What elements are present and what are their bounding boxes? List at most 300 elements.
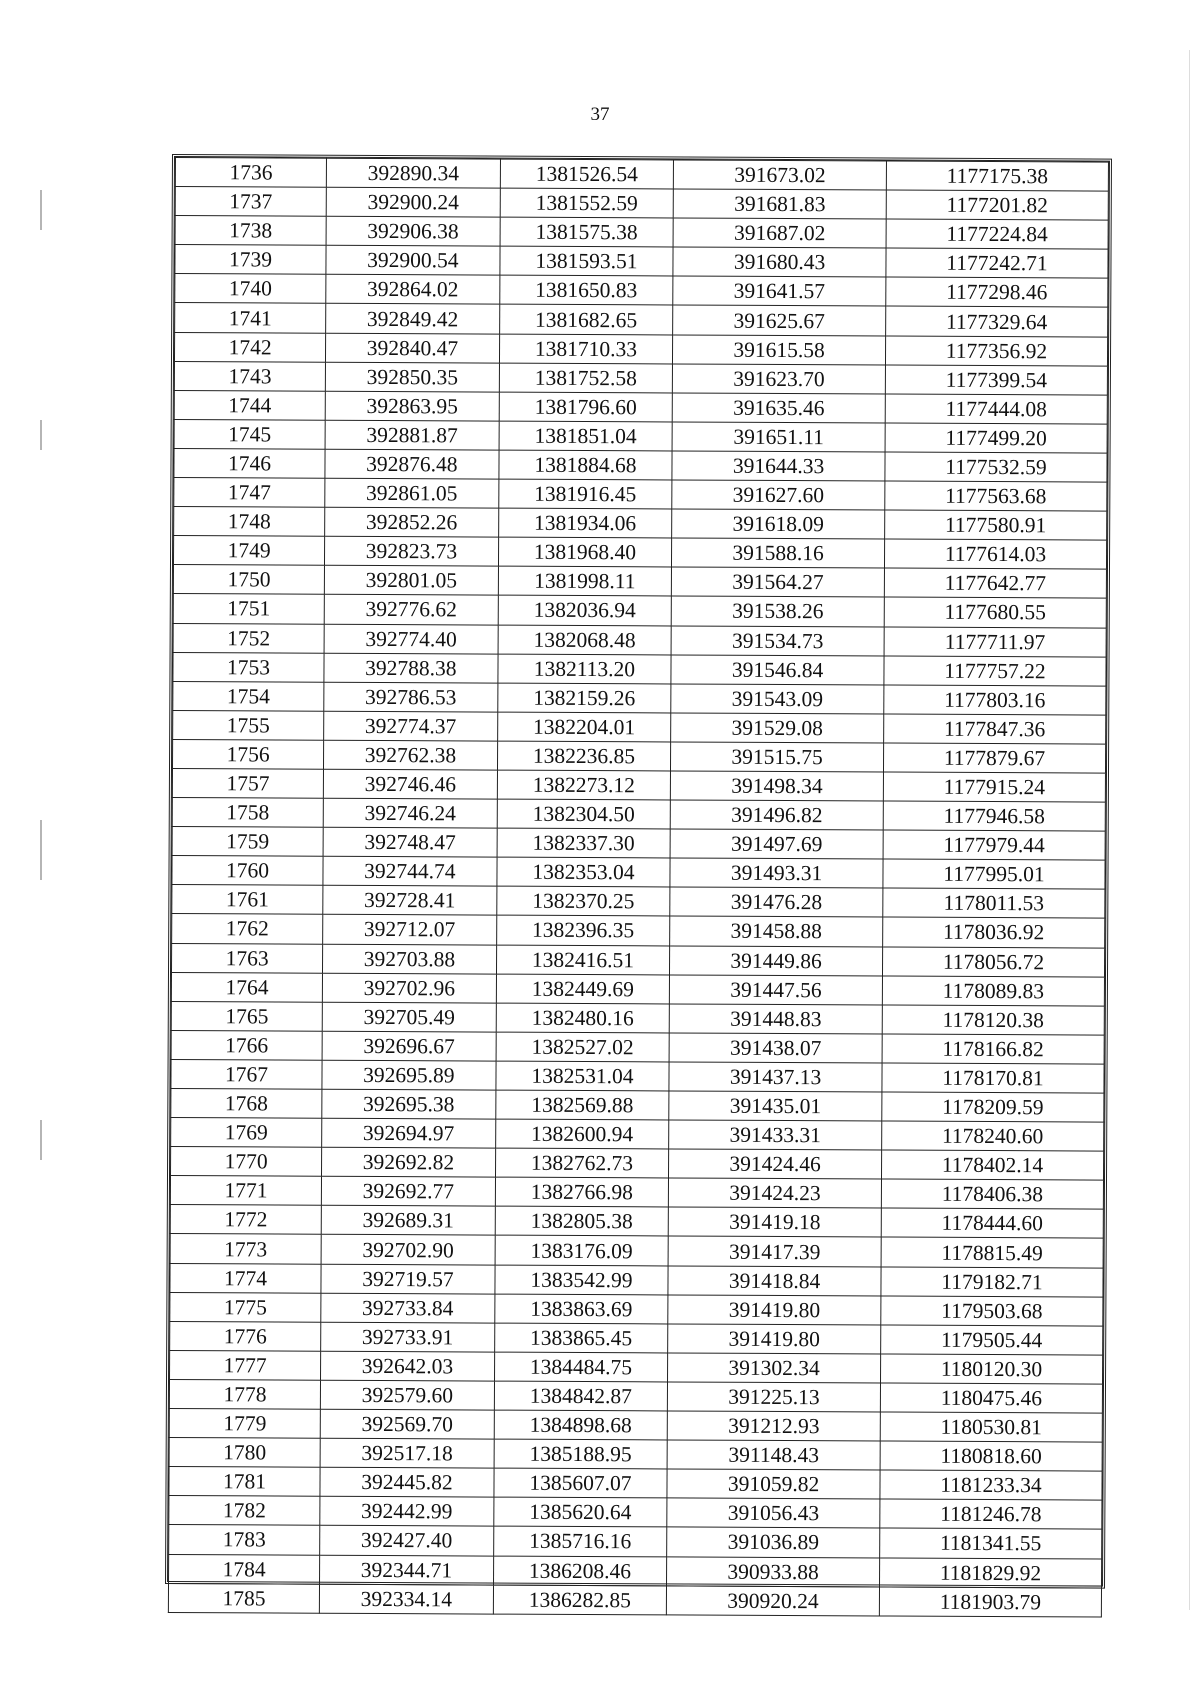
point-number-cell: 1748 xyxy=(174,507,325,537)
coord-y1-cell: 1381682.65 xyxy=(499,305,673,335)
coord-x2-cell: 391651.11 xyxy=(672,422,885,452)
table-row xyxy=(175,245,1108,279)
table-row xyxy=(173,681,1106,715)
point-number-cell: 1747 xyxy=(174,478,325,508)
point-number-cell: 1753 xyxy=(173,652,324,682)
coord-y1-cell: 1382159.26 xyxy=(497,683,671,713)
coord-y1-cell: 1382337.30 xyxy=(497,828,671,858)
coord-y1-cell: 1384842.87 xyxy=(494,1381,668,1411)
point-number-cell: 1775 xyxy=(170,1292,321,1322)
coord-y2-cell: 1178089.83 xyxy=(882,976,1104,1006)
coord-y2-cell: 1181829.92 xyxy=(879,1557,1101,1587)
coord-x1-cell: 392695.38 xyxy=(322,1089,496,1119)
coord-x2-cell: 391625.67 xyxy=(673,305,886,335)
coord-y2-cell: 1180818.60 xyxy=(880,1441,1102,1471)
table-row xyxy=(173,652,1106,686)
point-number-cell: 1769 xyxy=(171,1118,322,1148)
table-row xyxy=(172,768,1105,802)
table-row xyxy=(171,1001,1104,1035)
coord-x1-cell: 392692.77 xyxy=(322,1177,496,1207)
table-row xyxy=(171,1059,1104,1093)
coord-y1-cell: 1386282.85 xyxy=(493,1585,667,1615)
point-number-cell: 1770 xyxy=(171,1147,322,1177)
table-row xyxy=(173,710,1106,744)
coord-x2-cell: 391212.93 xyxy=(667,1411,880,1441)
coord-x1-cell: 392801.05 xyxy=(324,566,498,596)
table-row xyxy=(169,1525,1102,1559)
point-number-cell: 1738 xyxy=(175,216,326,246)
coord-x1-cell: 392702.90 xyxy=(321,1235,495,1265)
coord-y2-cell: 1177580.91 xyxy=(885,510,1107,540)
coord-y2-cell: 1178036.92 xyxy=(883,917,1105,947)
coord-x2-cell: 390920.24 xyxy=(667,1586,880,1616)
table-row xyxy=(169,1409,1102,1443)
coord-y2-cell: 1177399.54 xyxy=(885,365,1107,395)
coord-x2-cell: 391673.02 xyxy=(674,160,887,190)
coord-x1-cell: 392850.35 xyxy=(325,362,499,392)
table-row xyxy=(174,361,1107,395)
coord-y2-cell: 1178209.59 xyxy=(882,1092,1104,1122)
coord-x1-cell: 392776.62 xyxy=(324,595,498,625)
table-row xyxy=(173,594,1106,628)
table-row xyxy=(172,798,1105,832)
coord-y2-cell: 1178056.72 xyxy=(882,947,1104,977)
coord-y1-cell: 1383176.09 xyxy=(495,1236,669,1266)
coord-x2-cell: 391618.09 xyxy=(672,509,885,539)
coord-y1-cell: 1383863.69 xyxy=(494,1294,668,1324)
point-number-cell: 1781 xyxy=(169,1467,320,1497)
coord-x1-cell: 392703.88 xyxy=(323,944,497,974)
coord-y1-cell: 1382600.94 xyxy=(495,1119,669,1149)
point-number-cell: 1741 xyxy=(175,303,326,333)
coord-x1-cell: 392733.84 xyxy=(321,1293,495,1323)
table-row xyxy=(170,1292,1103,1326)
coord-x1-cell: 392694.97 xyxy=(322,1118,496,1148)
table-row xyxy=(175,274,1108,308)
coord-y2-cell: 1180475.46 xyxy=(880,1383,1102,1413)
table-row xyxy=(170,1234,1103,1268)
coord-x1-cell: 392719.57 xyxy=(321,1264,495,1294)
coord-x1-cell: 392334.14 xyxy=(320,1584,494,1614)
point-number-cell: 1756 xyxy=(172,739,323,769)
point-number-cell: 1749 xyxy=(173,536,324,566)
coord-y2-cell: 1180530.81 xyxy=(880,1412,1102,1442)
coord-x2-cell: 391449.86 xyxy=(670,945,883,975)
coord-x1-cell: 392702.96 xyxy=(322,973,496,1003)
coord-y2-cell: 1179505.44 xyxy=(881,1325,1103,1355)
coord-y1-cell: 1381998.11 xyxy=(498,566,672,596)
coord-x1-cell: 392863.95 xyxy=(325,391,499,421)
coord-x2-cell: 390933.88 xyxy=(667,1556,880,1586)
coord-y2-cell: 1178402.14 xyxy=(881,1150,1103,1180)
coord-y2-cell: 1177201.82 xyxy=(886,190,1108,220)
point-number-cell: 1754 xyxy=(173,681,324,711)
table-row xyxy=(171,1147,1104,1181)
table-row xyxy=(170,1176,1103,1210)
coord-y2-cell: 1177995.01 xyxy=(883,859,1105,889)
coord-y1-cell: 1382805.38 xyxy=(495,1206,669,1236)
table-row xyxy=(171,1118,1104,1152)
coord-x2-cell: 391538.26 xyxy=(671,596,884,626)
coord-x2-cell: 391615.58 xyxy=(673,335,886,365)
scan-edge-mark xyxy=(40,420,42,450)
coord-x2-cell: 391419.80 xyxy=(668,1324,881,1354)
coord-y1-cell: 1385716.16 xyxy=(493,1526,667,1556)
coord-y1-cell: 1382416.51 xyxy=(496,945,670,975)
point-number-cell: 1758 xyxy=(172,798,323,828)
point-number-cell: 1780 xyxy=(169,1438,320,1468)
table-row xyxy=(174,507,1107,541)
coord-x1-cell: 392579.60 xyxy=(321,1380,495,1410)
point-number-cell: 1783 xyxy=(169,1525,320,1555)
coord-x2-cell: 391419.18 xyxy=(668,1207,881,1237)
coord-y1-cell: 1381752.58 xyxy=(499,363,673,393)
coord-x2-cell: 391225.13 xyxy=(668,1382,881,1412)
table-row xyxy=(169,1379,1102,1413)
table-row xyxy=(174,390,1107,424)
page-number: 37 xyxy=(590,104,610,125)
coord-y1-cell: 1382762.73 xyxy=(495,1148,669,1178)
coord-x1-cell: 392746.24 xyxy=(323,798,497,828)
point-number-cell: 1759 xyxy=(172,827,323,857)
table-row xyxy=(175,216,1108,250)
coord-y2-cell: 1178166.82 xyxy=(882,1034,1104,1064)
coord-x2-cell: 391418.84 xyxy=(668,1266,881,1296)
coord-y1-cell: 1383865.45 xyxy=(494,1323,668,1353)
coord-x2-cell: 391448.83 xyxy=(669,1004,882,1034)
table-row xyxy=(173,536,1106,570)
coord-x1-cell: 392744.74 xyxy=(323,856,497,886)
coordinate-table-body xyxy=(168,158,1108,1617)
coord-x1-cell: 392728.41 xyxy=(323,886,497,916)
coord-x2-cell: 391424.46 xyxy=(669,1149,882,1179)
coord-y1-cell: 1382370.25 xyxy=(496,886,670,916)
coord-y1-cell: 1382766.98 xyxy=(495,1177,669,1207)
coord-x2-cell: 391635.46 xyxy=(672,393,885,423)
coord-x1-cell: 392712.07 xyxy=(323,915,497,945)
coord-x1-cell: 392705.49 xyxy=(322,1002,496,1032)
coord-x1-cell: 392748.47 xyxy=(323,827,497,857)
coord-x1-cell: 392852.26 xyxy=(325,507,499,537)
table-row xyxy=(168,1583,1101,1617)
point-number-cell: 1751 xyxy=(173,594,324,624)
coord-x2-cell: 391564.27 xyxy=(672,567,885,597)
coord-x2-cell: 391623.70 xyxy=(673,364,886,394)
coord-x1-cell: 392786.53 xyxy=(324,682,498,712)
coord-x2-cell: 391627.60 xyxy=(672,480,885,510)
coord-y1-cell: 1382531.04 xyxy=(496,1061,670,1091)
coord-x1-cell: 392861.05 xyxy=(325,478,499,508)
coord-y2-cell: 1177946.58 xyxy=(883,801,1105,831)
coordinate-table xyxy=(168,157,1109,1617)
coord-y1-cell: 1382396.35 xyxy=(496,916,670,946)
coord-x1-cell: 392344.71 xyxy=(320,1555,494,1585)
coord-y1-cell: 1382569.88 xyxy=(495,1090,669,1120)
point-number-cell: 1739 xyxy=(175,245,326,275)
coord-y2-cell: 1181246.78 xyxy=(880,1499,1102,1529)
coord-x2-cell: 391497.69 xyxy=(670,829,883,859)
coord-y2-cell: 1178815.49 xyxy=(881,1237,1103,1267)
coord-y2-cell: 1177563.68 xyxy=(885,481,1107,511)
table-row xyxy=(171,1089,1104,1123)
coord-x1-cell: 392569.70 xyxy=(320,1409,494,1439)
coord-y1-cell: 1381593.51 xyxy=(500,246,674,276)
point-number-cell: 1766 xyxy=(171,1030,322,1060)
coord-x2-cell: 391148.43 xyxy=(667,1440,880,1470)
table-row xyxy=(175,187,1108,221)
scan-edge-mark xyxy=(40,820,42,880)
coord-x1-cell: 392876.48 xyxy=(325,449,499,479)
coord-x1-cell: 392774.37 xyxy=(324,711,498,741)
table-row xyxy=(173,623,1106,657)
point-number-cell: 1737 xyxy=(175,187,326,217)
coord-x2-cell: 391476.28 xyxy=(670,887,883,917)
coord-y1-cell: 1385188.95 xyxy=(494,1439,668,1469)
coord-y2-cell: 1179182.71 xyxy=(881,1267,1103,1297)
coord-x1-cell: 392746.46 xyxy=(323,769,497,799)
coord-x1-cell: 392517.18 xyxy=(320,1438,494,1468)
coord-y2-cell: 1177532.59 xyxy=(885,452,1107,482)
coord-x2-cell: 391302.34 xyxy=(668,1353,881,1383)
coord-y1-cell: 1382449.69 xyxy=(496,974,670,1004)
point-number-cell: 1752 xyxy=(173,623,324,653)
coord-x1-cell: 392774.40 xyxy=(324,624,498,654)
coord-x2-cell: 391059.82 xyxy=(667,1469,880,1499)
coord-y2-cell: 1181903.79 xyxy=(879,1587,1101,1617)
coord-x2-cell: 391498.34 xyxy=(671,771,884,801)
coord-x1-cell: 392445.82 xyxy=(320,1467,494,1497)
point-number-cell: 1785 xyxy=(168,1583,319,1613)
point-number-cell: 1755 xyxy=(173,710,324,740)
coord-y1-cell: 1385620.64 xyxy=(493,1497,667,1527)
coord-y1-cell: 1382113.20 xyxy=(498,654,672,684)
table-row xyxy=(169,1438,1102,1472)
point-number-cell: 1782 xyxy=(169,1496,320,1526)
point-number-cell: 1745 xyxy=(174,419,325,449)
coord-x2-cell: 391056.43 xyxy=(667,1498,880,1528)
coord-y1-cell: 1384484.75 xyxy=(494,1352,668,1382)
coord-y1-cell: 1382236.85 xyxy=(497,741,671,771)
coord-y2-cell: 1177757.22 xyxy=(884,656,1106,686)
scan-edge-mark xyxy=(40,1120,42,1160)
point-number-cell: 1768 xyxy=(171,1089,322,1119)
coord-x1-cell: 392689.31 xyxy=(321,1206,495,1236)
table-row xyxy=(169,1554,1102,1588)
point-number-cell: 1778 xyxy=(169,1379,320,1409)
coord-y1-cell: 1381575.38 xyxy=(500,217,674,247)
coord-y1-cell: 1381884.68 xyxy=(499,450,673,480)
table-row xyxy=(174,332,1107,366)
point-number-cell: 1772 xyxy=(170,1205,321,1235)
coord-y2-cell: 1177175.38 xyxy=(886,161,1108,191)
coord-x2-cell: 391546.84 xyxy=(671,655,884,685)
table-row xyxy=(174,448,1107,482)
coord-x2-cell: 391424.23 xyxy=(669,1178,882,1208)
coord-y2-cell: 1177803.16 xyxy=(884,685,1106,715)
coord-x2-cell: 391435.01 xyxy=(669,1091,882,1121)
table-row xyxy=(171,972,1104,1006)
coord-x2-cell: 391644.33 xyxy=(672,451,885,481)
table-row xyxy=(169,1496,1102,1530)
point-number-cell: 1773 xyxy=(170,1234,321,1264)
coord-y2-cell: 1177329.64 xyxy=(886,306,1108,336)
table-row xyxy=(172,827,1105,861)
coord-x2-cell: 391588.16 xyxy=(672,538,885,568)
coord-x2-cell: 391433.31 xyxy=(669,1120,882,1150)
coord-y1-cell: 1381710.33 xyxy=(499,334,673,364)
coord-x2-cell: 391529.08 xyxy=(671,713,884,743)
coord-y1-cell: 1384898.68 xyxy=(494,1410,668,1440)
coord-x2-cell: 391437.13 xyxy=(669,1062,882,1092)
table-row xyxy=(171,1030,1104,1064)
coord-y1-cell: 1382068.48 xyxy=(498,625,672,655)
point-number-cell: 1736 xyxy=(175,158,326,188)
coord-y2-cell: 1177499.20 xyxy=(885,423,1107,453)
coord-y2-cell: 1178444.60 xyxy=(881,1208,1103,1238)
table-row xyxy=(173,565,1106,599)
coord-x2-cell: 391419.80 xyxy=(668,1295,881,1325)
table-row xyxy=(170,1205,1103,1239)
coord-x1-cell: 392900.54 xyxy=(326,246,500,276)
coord-x1-cell: 392864.02 xyxy=(326,275,500,305)
coord-x1-cell: 392762.38 xyxy=(324,740,498,770)
coord-y1-cell: 1383542.99 xyxy=(495,1265,669,1295)
coord-y2-cell: 1177614.03 xyxy=(884,539,1106,569)
table-row xyxy=(170,1350,1103,1384)
coord-y2-cell: 1177642.77 xyxy=(884,568,1106,598)
coord-x1-cell: 392692.82 xyxy=(322,1147,496,1177)
point-number-cell: 1762 xyxy=(172,914,323,944)
coord-y1-cell: 1381968.40 xyxy=(498,537,672,567)
coord-y2-cell: 1178120.38 xyxy=(882,1005,1104,1035)
table-row xyxy=(169,1467,1102,1501)
point-number-cell: 1742 xyxy=(174,332,325,362)
point-number-cell: 1757 xyxy=(172,768,323,798)
coord-y1-cell: 1382304.50 xyxy=(497,799,671,829)
scan-edge-mark xyxy=(40,190,42,230)
coord-x1-cell: 392840.47 xyxy=(326,333,500,363)
coord-x2-cell: 391438.07 xyxy=(669,1033,882,1063)
point-number-cell: 1779 xyxy=(169,1409,320,1439)
coord-y1-cell: 1382353.04 xyxy=(497,857,671,887)
coord-y1-cell: 1382273.12 xyxy=(497,770,671,800)
point-number-cell: 1765 xyxy=(171,1001,322,1031)
coord-y2-cell: 1177224.84 xyxy=(886,219,1108,249)
table-row xyxy=(172,943,1105,977)
coord-y2-cell: 1180120.30 xyxy=(880,1354,1102,1384)
table-row xyxy=(172,885,1105,919)
coord-x2-cell: 391496.82 xyxy=(670,800,883,830)
coord-y1-cell: 1381851.04 xyxy=(499,421,673,451)
coord-y2-cell: 1177979.44 xyxy=(883,830,1105,860)
coord-x1-cell: 392695.89 xyxy=(322,1060,496,1090)
coord-x1-cell: 392733.91 xyxy=(321,1322,495,1352)
coord-y1-cell: 1381552.59 xyxy=(500,188,674,218)
coord-y2-cell: 1177242.71 xyxy=(886,248,1108,278)
coord-y1-cell: 1382527.02 xyxy=(496,1032,670,1062)
table-row xyxy=(175,303,1108,337)
coord-y2-cell: 1177298.46 xyxy=(886,277,1108,307)
coord-y2-cell: 1181341.55 xyxy=(880,1528,1102,1558)
coord-y1-cell: 1386208.46 xyxy=(493,1556,667,1586)
coord-y1-cell: 1381934.06 xyxy=(498,508,672,538)
point-number-cell: 1746 xyxy=(174,448,325,478)
coord-y2-cell: 1178240.60 xyxy=(882,1121,1104,1151)
coord-x2-cell: 391458.88 xyxy=(670,916,883,946)
table-row xyxy=(170,1321,1103,1355)
coord-x2-cell: 391447.56 xyxy=(670,975,883,1005)
point-number-cell: 1767 xyxy=(171,1059,322,1089)
coord-x1-cell: 392906.38 xyxy=(326,216,500,246)
point-number-cell: 1760 xyxy=(172,856,323,886)
point-number-cell: 1743 xyxy=(174,361,325,391)
coord-y1-cell: 1381650.83 xyxy=(499,275,673,305)
point-number-cell: 1784 xyxy=(169,1554,320,1584)
coord-y2-cell: 1177680.55 xyxy=(884,597,1106,627)
coord-x2-cell: 391036.89 xyxy=(667,1527,880,1557)
coord-x2-cell: 391687.02 xyxy=(673,218,886,248)
coord-y1-cell: 1382036.94 xyxy=(498,596,672,626)
coord-x1-cell: 392881.87 xyxy=(325,420,499,450)
point-number-cell: 1750 xyxy=(173,565,324,595)
coord-x1-cell: 392823.73 xyxy=(325,536,499,566)
coord-y1-cell: 1381526.54 xyxy=(500,159,674,189)
point-number-cell: 1763 xyxy=(172,943,323,973)
scan-edge-line xyxy=(1189,50,1190,1610)
point-number-cell: 1761 xyxy=(172,885,323,915)
coord-x1-cell: 392642.03 xyxy=(321,1351,495,1381)
table-row xyxy=(174,478,1107,512)
coord-y2-cell: 1177356.92 xyxy=(885,336,1107,366)
coord-y1-cell: 1382204.01 xyxy=(497,712,671,742)
coord-x1-cell: 392427.40 xyxy=(320,1526,494,1556)
coord-x2-cell: 391493.31 xyxy=(670,858,883,888)
coord-x2-cell: 391515.75 xyxy=(671,742,884,772)
coord-y2-cell: 1181233.34 xyxy=(880,1470,1102,1500)
coord-x2-cell: 391680.43 xyxy=(673,247,886,277)
coord-y2-cell: 1178011.53 xyxy=(883,888,1105,918)
coord-x1-cell: 392849.42 xyxy=(326,304,500,334)
table-row xyxy=(172,739,1105,773)
point-number-cell: 1744 xyxy=(174,390,325,420)
coord-y2-cell: 1178406.38 xyxy=(881,1179,1103,1209)
point-number-cell: 1771 xyxy=(170,1176,321,1206)
coord-y1-cell: 1381796.60 xyxy=(499,392,673,422)
point-number-cell: 1774 xyxy=(170,1263,321,1293)
point-number-cell: 1777 xyxy=(170,1350,321,1380)
coord-x1-cell: 392696.67 xyxy=(322,1031,496,1061)
point-number-cell: 1740 xyxy=(175,274,326,304)
coord-x2-cell: 391681.83 xyxy=(673,189,886,219)
coord-y1-cell: 1382480.16 xyxy=(496,1003,670,1033)
coord-y1-cell: 1381916.45 xyxy=(498,479,672,509)
coord-y2-cell: 1177847.36 xyxy=(884,714,1106,744)
point-number-cell: 1764 xyxy=(171,972,322,1002)
table-row xyxy=(175,158,1108,192)
coordinate-table-frame xyxy=(165,154,1112,1614)
table-row xyxy=(172,914,1105,948)
table-row xyxy=(174,419,1107,453)
coord-y2-cell: 1179503.68 xyxy=(881,1296,1103,1326)
coord-y2-cell: 1177879.67 xyxy=(883,743,1105,773)
coord-x1-cell: 392900.24 xyxy=(326,187,500,217)
coord-x2-cell: 391417.39 xyxy=(668,1236,881,1266)
table-row xyxy=(172,856,1105,890)
coord-x2-cell: 391534.73 xyxy=(671,625,884,655)
coord-y2-cell: 1178170.81 xyxy=(882,1063,1104,1093)
coord-x2-cell: 391543.09 xyxy=(671,684,884,714)
table-row xyxy=(170,1263,1103,1297)
